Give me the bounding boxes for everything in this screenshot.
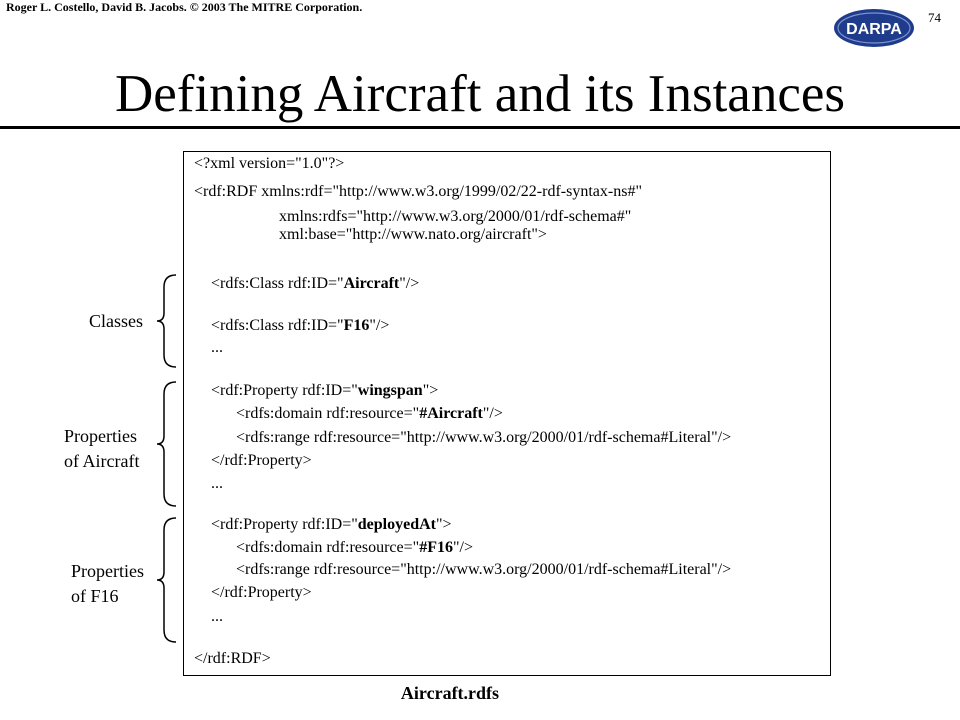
svg-text:DARPA: DARPA [846,21,902,38]
label-properties-of-aircraft-line1: Properties [64,426,137,446]
code-line-xml-decl: <?xml version="1.0"?> [194,155,345,172]
domain-id-aircraft: #Aircraft [419,405,483,422]
code-line-ellipsis-3: ... [211,608,223,625]
label-classes: Classes [89,311,143,331]
slide-title: Defining Aircraft and its Instances [115,65,845,123]
code-line-property-close-2: </rdf:Property> [211,584,312,601]
brace-classes [154,273,184,369]
copyright-credit: Roger L. Costello, David B. Jacobs. © 2003 The MITRE Corporation. [6,0,363,14]
code-line-domain-aircraft: <rdfs:domain rdf:resource="#Aircraft"/> [236,405,503,422]
code-line-range-literal-1: <rdfs:range rdf:resource="http://www.w3.org/2000/01/rdf-schema#Literal"/> [236,429,732,446]
label-properties-of-f16-line1: Properties [71,561,144,581]
brace-properties-aircraft [154,380,184,508]
class-id-aircraft: Aircraft [343,275,400,292]
property-id-deployedat: deployedAt [357,516,436,533]
code-line-domain-f16: <rdfs:domain rdf:resource="#F16"/> [236,539,473,556]
page-number: 74 [928,10,941,25]
code-line-property-close-1: </rdf:Property> [211,452,312,469]
code-line-xml-base: xml:base="http://www.nato.org/aircraft"> [279,226,547,243]
code-line-ellipsis-2: ... [211,475,223,492]
class-id-f16: F16 [343,317,370,334]
code-line-property-wingspan: <rdf:Property rdf:ID="wingspan"> [211,382,439,399]
title-underline [0,126,960,129]
code-line-class-aircraft: <rdfs:Class rdf:ID="Aircraft"/> [211,275,420,292]
property-id-wingspan: wingspan [357,382,423,399]
label-properties-of-f16-line2: of F16 [71,586,119,606]
code-line-ns-rdfs: xmlns:rdfs="http://www.w3.org/2000/01/rdf-schema#" [279,208,632,225]
darpa-logo [833,8,915,48]
domain-id-f16: #F16 [419,539,453,556]
code-line-rdf-close: </rdf:RDF> [194,650,271,667]
file-caption: Aircraft.rdfs [400,683,500,703]
code-line-rdf-open: <rdf:RDF xmlns:rdf="http://www.w3.org/1999/02/22-rdf-syntax-ns#" [194,183,642,200]
label-properties-of-aircraft-line2: of Aircraft [64,451,140,471]
code-line-class-f16: <rdfs:Class rdf:ID="F16"/> [211,317,390,334]
code-line-property-deployedat: <rdf:Property rdf:ID="deployedAt"> [211,516,452,533]
code-listing [183,151,831,676]
code-line-range-literal-2: <rdfs:range rdf:resource="http://www.w3.org/2000/01/rdf-schema#Literal"/> [236,561,732,578]
code-line-ellipsis-1: ... [211,339,223,356]
brace-properties-f16 [154,516,184,644]
